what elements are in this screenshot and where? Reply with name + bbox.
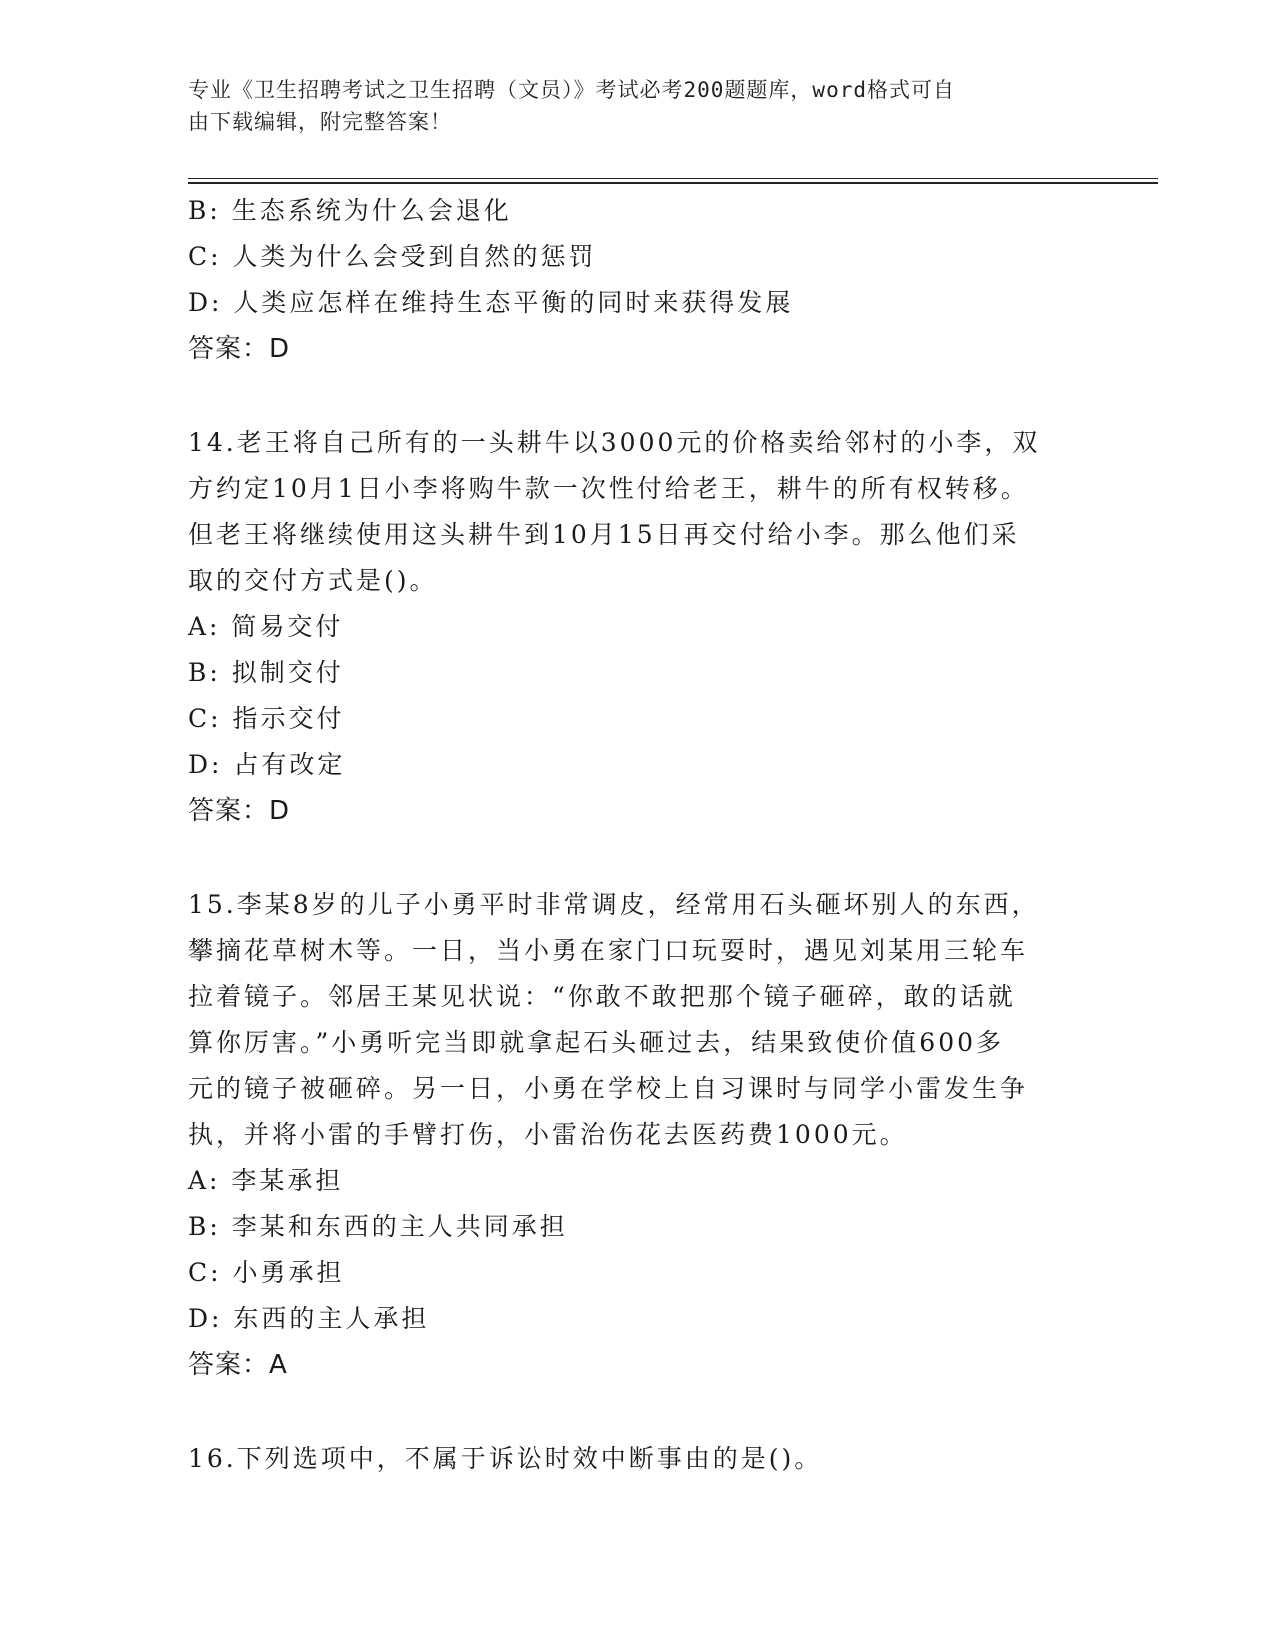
question-line: 方约定10月1日小李将购牛款一次性付给老王，耕牛的所有权转移。 [188, 474, 1029, 503]
option-c: C: 指示交付 [188, 704, 345, 733]
question-line: 执，并将小雷的手臂打伤，小雷治伤花去医药费1000元。 [188, 1120, 908, 1149]
option-b: B: 李某和东西的主人共同承担 [188, 1212, 568, 1241]
question-line: 14.老王将自己所有的一头耕牛以3000元的价格卖给邻村的小李，双 [188, 428, 1041, 457]
option-a: A: 李某承担 [188, 1166, 344, 1195]
option-b: B: 生态系统为什么会退化 [188, 196, 512, 225]
question-line: 取的交付方式是()。 [188, 566, 438, 595]
answer-label: 答案：D [188, 796, 291, 826]
question-16 [188, 1436, 1068, 1482]
spacer [188, 834, 1068, 882]
header-divider-bottom [188, 182, 1158, 184]
option-c: C: 小勇承担 [188, 1258, 345, 1287]
answer-label: 答案：D [188, 334, 291, 364]
question-line: 15.李某8岁的儿子小勇平时非常调皮，经常用石头砸坏别人的东西， [188, 890, 1040, 919]
question-15 [188, 882, 1068, 1388]
answer-label: 答案：A [188, 1350, 288, 1380]
question-15-text [188, 882, 1068, 1158]
option-d: D: 占有改定 [188, 750, 346, 779]
question-14-text [188, 420, 1068, 604]
question-14 [188, 420, 1068, 834]
header-divider-top [188, 178, 1158, 179]
question-line: 攀摘花草树木等。一日，当小勇在家门口玩耍时，遇见刘某用三轮车 [188, 936, 1029, 965]
header-line-2: 由下载编辑，附完整答案！ [188, 110, 452, 134]
document-header [188, 74, 1068, 138]
question-line: 但老王将继续使用这头耕牛到10月15日再交付给小李。那么他们采 [188, 520, 1020, 549]
header-line-1: 专业《卫生招聘考试之卫生招聘（文员）》考试必考200题题库，word格式可自 [188, 78, 955, 102]
question-line: 拉着镜子。邻居王某见状说：“你敢不敢把那个镜子砸碎，敢的话就 [188, 982, 1016, 1011]
question-13-options [188, 188, 1068, 372]
spacer [188, 372, 1068, 420]
option-d: D: 人类应怎样在维持生态平衡的同时来获得发展 [188, 288, 794, 317]
spacer [188, 1388, 1068, 1436]
option-d: D: 东西的主人承担 [188, 1304, 430, 1333]
option-a: A: 简易交付 [188, 612, 344, 641]
question-line: 算你厉害。”小勇听完当即就拿起石头砸过去，结果致使价值600多 [188, 1028, 1005, 1057]
option-c: C: 人类为什么会受到自然的惩罚 [188, 242, 597, 271]
question-line: 元的镜子被砸碎。另一日，小勇在学校上自习课时与同学小雷发生争 [188, 1074, 1029, 1103]
option-b: B: 拟制交付 [188, 658, 344, 687]
question-line: 16.下列选项中，不属于诉讼时效中断事由的是()。 [188, 1444, 823, 1473]
question-content [188, 188, 1068, 1482]
